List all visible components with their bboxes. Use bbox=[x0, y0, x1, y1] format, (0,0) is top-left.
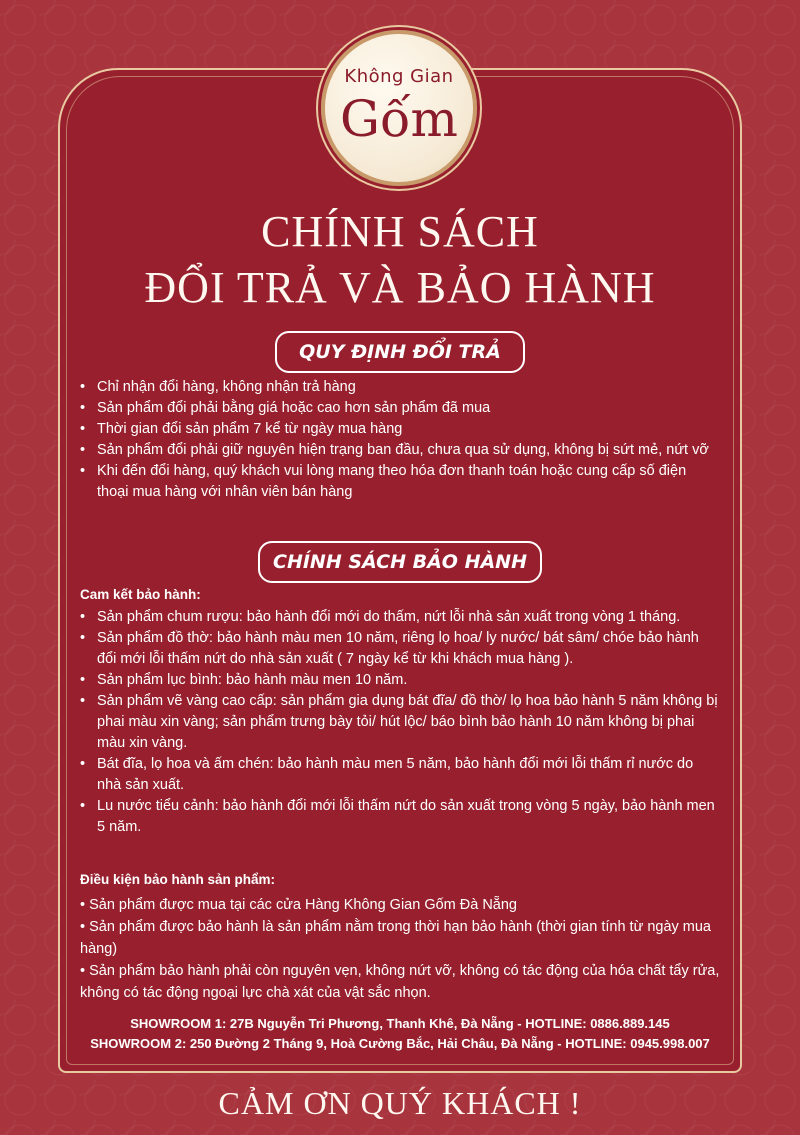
list-item: • Chỉ nhận đổi hàng, không nhận trả hàng bbox=[80, 377, 720, 398]
list-item: • Bát đĩa, lọ hoa và ấm chén: bảo hành màu men 5 năm, bảo hành đổi mới lỗi thấm rỉ nước do nhà sản xuất. bbox=[80, 754, 720, 796]
list-item: • Khi đến đổi hàng, quý khách vui lòng mang theo hóa đơn thanh toán hoặc cung cấp số điện thoại mua hàng với nhân viên bán hàng bbox=[80, 461, 720, 503]
warranty-commitment-label: Cam kết bảo hành: bbox=[80, 587, 201, 602]
list-item: • Sản phẩm đổi phải giữ nguyên hiện trạng ban đầu, chưa qua sử dụng, không bị sứt mẻ, nứt vỡ bbox=[80, 440, 720, 461]
condition-item: • Sản phẩm được mua tại các cửa Hàng Không Gian Gốm Đà Nẵng bbox=[80, 897, 517, 913]
exchange-rules-list bbox=[80, 377, 720, 503]
condition-item: • Sản phẩm bảo hành phải còn nguyên vẹn, không nứt vỡ, không có tác động của hóa chất tẩy rửa, không có tác động ngoại lực chà xát của vật sắc nhọn. bbox=[80, 963, 720, 1001]
list-item: • Sản phẩm lục bình: bảo hành màu men 10 năm. bbox=[80, 670, 720, 691]
page-title-line2: ĐỔI TRẢ VÀ BẢO HÀNH bbox=[144, 263, 656, 312]
warranty-conditions-label: Điều kiện bảo hành sản phẩm: bbox=[80, 872, 276, 887]
list-item: • Sản phẩm vẽ vàng cao cấp: sản phẩm gia dụng bát đĩa/ đồ thờ/ lọ hoa bảo hành 5 năm không bị phai màu xin vàng; sản phẩm trưng bày tỏi/ hút lộc/ báo bình bảo hành 10 năm không bị phai màu xin vàng. bbox=[80, 691, 720, 754]
exchange-section-heading: QUY ĐỊNH ĐỔI TRẢ bbox=[275, 331, 525, 373]
showroom-1-info: SHOWROOM 1: 27B Nguyễn Tri Phương, Thanh Khê, Đà Nẵng - HOTLINE: 0886.889.145 bbox=[130, 1016, 670, 1031]
list-item: • Sản phẩm đổi phải bằng giá hoặc cao hơn sản phẩm đã mua bbox=[80, 398, 720, 419]
page-title-line1: CHÍNH SÁCH bbox=[261, 207, 539, 256]
brand-logo bbox=[321, 30, 477, 186]
logo-subtitle: Không Gian bbox=[344, 66, 454, 87]
list-item: • Sản phẩm đồ thờ: bảo hành màu men 10 năm, riêng lọ hoa/ ly nước/ bát sâm/ chóe bảo hành đổi mới lỗi thấm nứt do nhà sản xuất ( 7 ngày kể từ khi khách mua hàng ). bbox=[80, 628, 720, 670]
condition-item: • Sản phẩm được bảo hành là sản phẩm nằm trong thời hạn bảo hành (thời gian tính từ ngày mua hàng) bbox=[80, 919, 711, 957]
list-item: • Thời gian đổi sản phẩm 7 kể từ ngày mua hàng bbox=[80, 419, 720, 440]
logo-wordmark: Gốm bbox=[340, 90, 458, 148]
list-item: • Lu nước tiểu cảnh: bảo hành đổi mới lỗi thấm nứt do sản xuất trong vòng 5 ngày, bảo hành men 5 năm. bbox=[80, 796, 720, 838]
thank-you-footer: CẢM ƠN QUÝ KHÁCH ! bbox=[218, 1085, 582, 1121]
warranty-section-heading: CHÍNH SÁCH BẢO HÀNH bbox=[258, 541, 542, 583]
showroom-2-info: SHOWROOM 2: 250 Đường 2 Tháng 9, Hoà Cường Bắc, Hải Châu, Đà Nẵng - HOTLINE: 0945.998.007 bbox=[90, 1036, 710, 1051]
warranty-commitment-list bbox=[80, 607, 720, 838]
warranty-conditions-list bbox=[80, 894, 720, 1004]
list-item: • Sản phẩm chum rượu: bảo hành đổi mới do thấm, nứt lỗi nhà sản xuất trong vòng 1 tháng. bbox=[80, 607, 720, 628]
